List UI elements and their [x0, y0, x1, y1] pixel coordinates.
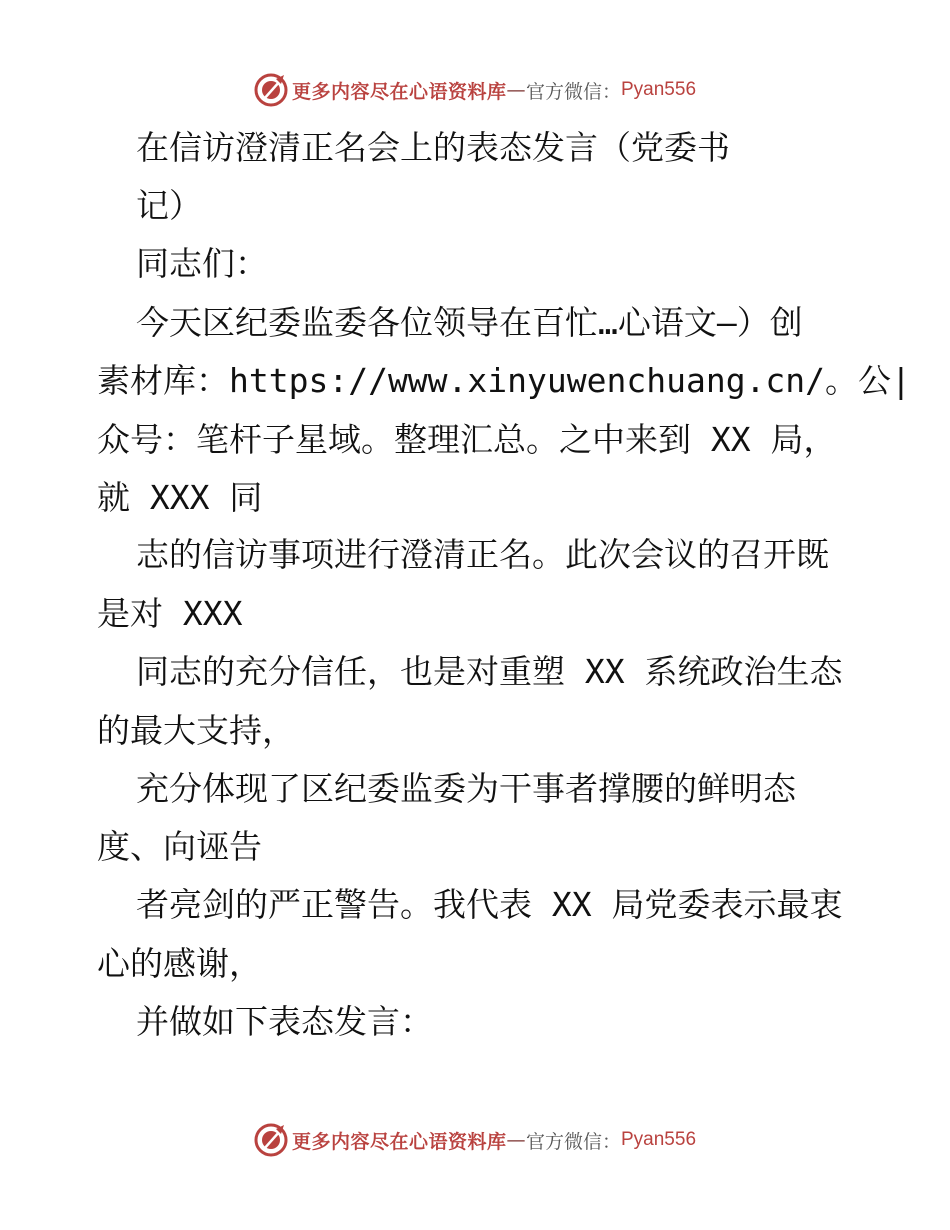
body-line: 者亮剑的严正警告。我代表 XX 局党委表示最衷: [136, 885, 843, 924]
body-line: 的最大支持，: [97, 711, 295, 750]
body-line: 充分体现了区纪委监委为干事者撑腰的鲜明态: [136, 769, 796, 808]
document-title-line-2: 记）: [136, 186, 202, 225]
banner-wechat-label: 官方微信：: [525, 1130, 621, 1153]
banner-separator: —: [506, 1129, 526, 1151]
banner-separator: —: [506, 79, 526, 101]
body-line: 素材库：https://www.xinyuwenchuang.cn/。公|: [97, 361, 911, 400]
banner-wechat-label: 官方微信：: [525, 80, 621, 103]
body-line: 心的感谢，: [97, 944, 262, 983]
body-line: 度、向诬告: [97, 827, 262, 866]
body-line: 众号：笔杆子星域。整理汇总。之中来到 XX 局，: [97, 420, 837, 459]
body-line: 就 XXX 同: [97, 478, 263, 517]
banner-wechat-id: Pyan556: [621, 1129, 697, 1150]
footer-banner: [0, 1120, 950, 1160]
banner-main-text: 更多内容尽在心语资料库: [291, 80, 507, 103]
body-line: 同志的充分信任，也是对重塑 XX 系统政治生态: [136, 652, 843, 691]
greeting: 同志们：: [136, 244, 268, 283]
banner-main-text: 更多内容尽在心语资料库: [291, 1130, 507, 1153]
body-line: 并做如下表态发言：: [136, 1002, 433, 1041]
body-line: 是对 XXX: [97, 594, 243, 633]
pen-logo-icon: [254, 1123, 288, 1157]
body-line: 志的信访事项进行澄清正名。此次会议的召开既: [136, 535, 829, 574]
document-title-line-1: 在信访澄清正名会上的表态发言（党委书: [136, 128, 730, 167]
banner-wechat-id: Pyan556: [621, 79, 697, 100]
body-line: 今天区纪委监委各位领导在百忙…心语文—）创: [136, 303, 803, 342]
